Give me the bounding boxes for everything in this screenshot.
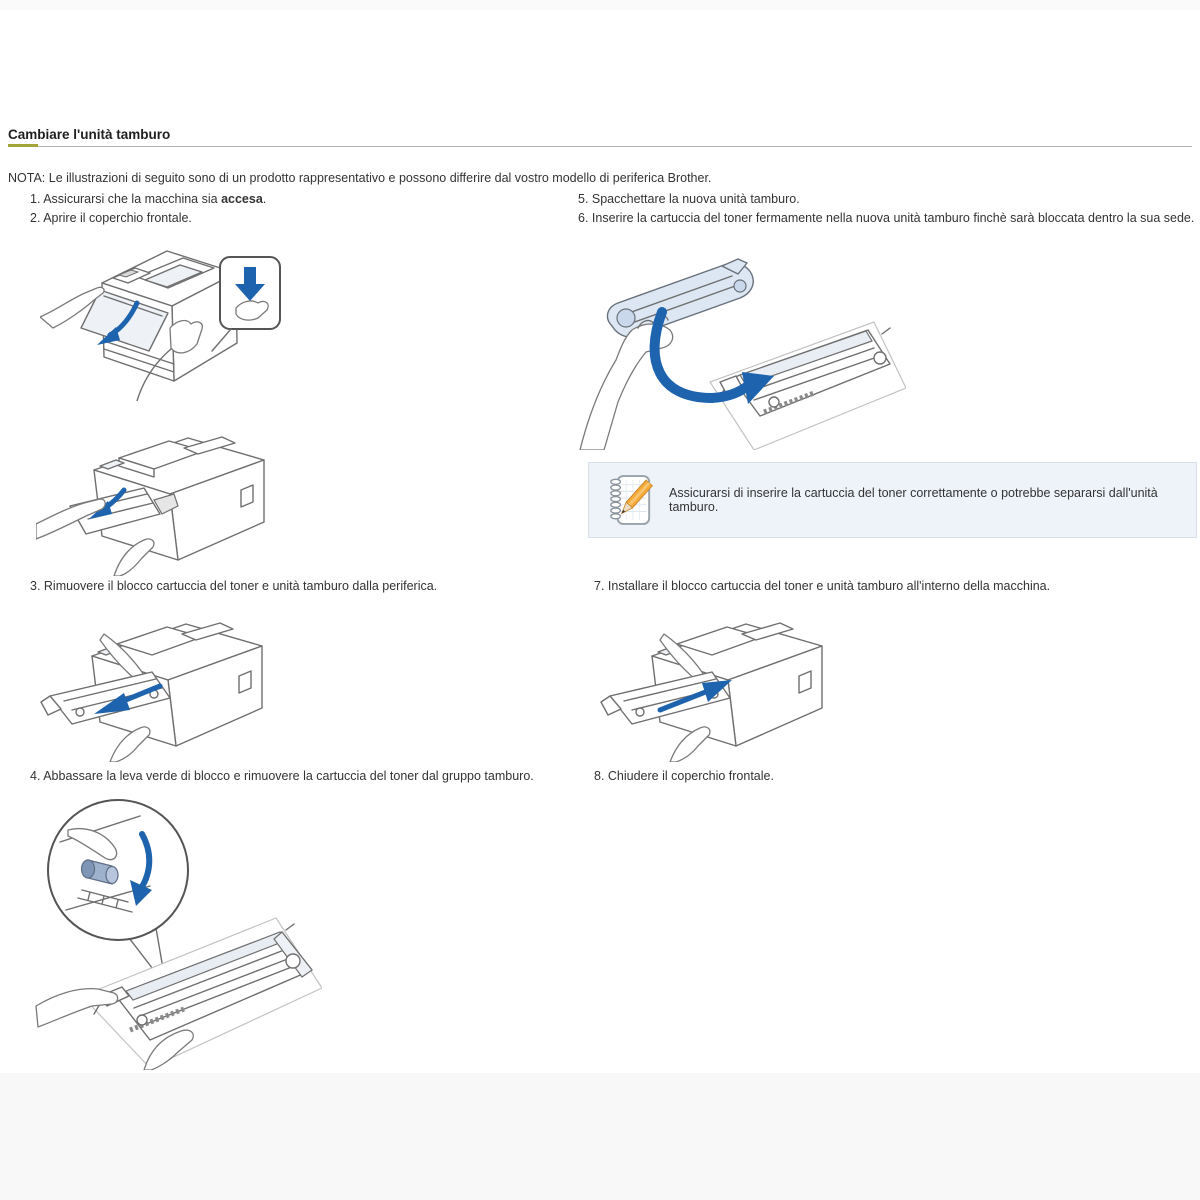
notepad-pencil-icon bbox=[607, 471, 653, 529]
step-1: 1. Assicurarsi che la macchina sia accesa. bbox=[30, 192, 267, 206]
page-footer-area bbox=[0, 1073, 1200, 1200]
note-box bbox=[588, 462, 1197, 538]
title-accent-mark bbox=[8, 144, 38, 147]
page-title: Cambiare l'unità tamburo bbox=[8, 127, 171, 143]
step-4: 4. Abbassare la leva verde di blocco e rimuovere la cartuccia del toner dal gruppo tamburo. bbox=[30, 769, 534, 783]
note-box-text: Assicurarsi di inserire la cartuccia del toner correttamente o potrebbe separarsi dall'unità tamburo. bbox=[669, 486, 1158, 514]
step-5: 5. Spacchettare la nuova unità tamburo. bbox=[578, 192, 800, 206]
figure-insert-toner-into-drum bbox=[574, 230, 906, 450]
step-2: 2. Aprire il coperchio frontale. bbox=[30, 211, 192, 225]
step-7: 7. Installare il blocco cartuccia del toner e unità tamburo all'interno della macchina. bbox=[594, 579, 1051, 593]
step-1-bold: accesa bbox=[221, 192, 263, 206]
steps-1-2 bbox=[30, 190, 266, 228]
figure-open-front-cover-mfc bbox=[36, 406, 304, 576]
step-3: 3. Rimuovere il blocco cartuccia del toner e unità tamburo dalla periferica. bbox=[30, 579, 438, 593]
steps-5-6 bbox=[578, 190, 1194, 228]
step-6: 6. Inserire la cartuccia del toner fermamente nella nuova unità tamburo finchè sarà bloccata dentro la sua sede. bbox=[578, 211, 1195, 225]
figure-remove-drum-assembly bbox=[34, 604, 302, 762]
nota-line: NOTA: Le illustrazioni di seguito sono di un prodotto rappresentativo e possono differire dal vostro modello di periferica Brother. bbox=[8, 170, 712, 185]
step-8: 8. Chiudere il coperchio frontale. bbox=[594, 769, 774, 783]
figure-lower-lock-lever-drum bbox=[30, 790, 322, 1070]
top-margin bbox=[0, 0, 1200, 10]
figure-install-drum-assembly bbox=[594, 604, 862, 762]
figure-open-front-cover-printer bbox=[40, 233, 310, 401]
title-divider bbox=[8, 146, 1192, 147]
